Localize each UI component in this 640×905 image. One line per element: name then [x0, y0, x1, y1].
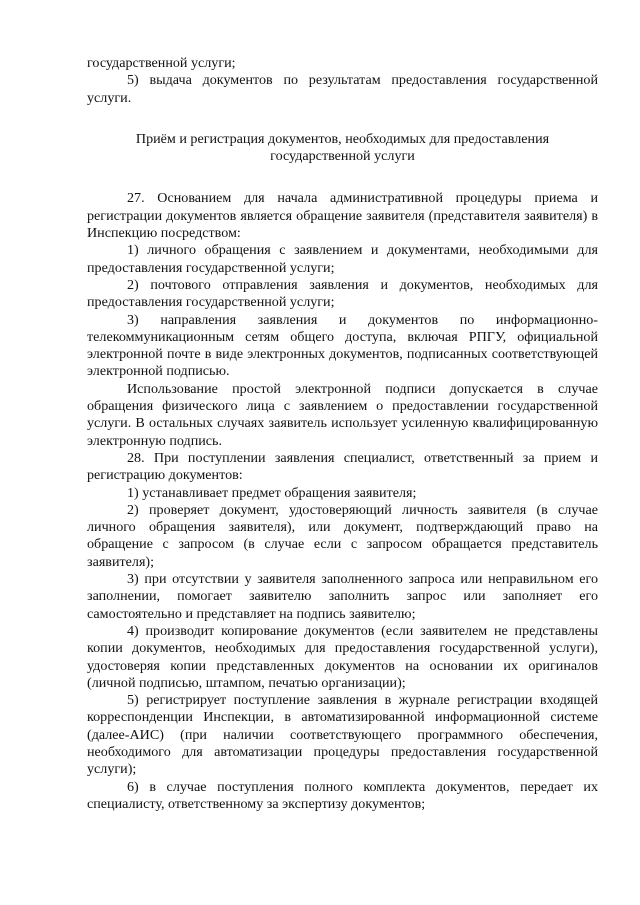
paragraph-28-item-2: 2) проверяет документ, удостоверяющий личность заявителя (в случае личного обращения заявителя), или документ, подтверждающий право на обращение с запросом (в случае если с запросом обращается представитель заявителя);: [87, 501, 598, 570]
continuation-line: государственной услуги;: [87, 55, 236, 71]
paragraph-27: 27. Основанием для начала административной процедуры приема и регистрации документов является обращение заявителя (представителя заявителя) в Инспекцию посредством:: [87, 190, 598, 242]
section-heading: [87, 131, 598, 166]
paragraph-27-item-3: 3) направления заявления и документов по информационно-телекоммуникационным сетям общего доступа, включая РПГУ, официальной электронной почте в виде электронных документов, подписанных соответствующей электронной подписью.: [87, 311, 598, 380]
paragraph-27-item-2: 2) почтового отправления заявления и документов, необходимых для предоставления государственной услуги;: [87, 276, 598, 311]
section-heading-line-2: государственной услуги: [270, 148, 415, 165]
paragraph-28-item-3: 3) при отсутствии у заявителя заполненного запроса или неправильном его заполнении, помогает заявителю заполнить запрос или заполняет его самостоятельно и представляет на подпись заявителю;: [87, 571, 598, 622]
list-item-5: 5) выдача документов по результатам предоставления государственной услуги.: [87, 72, 598, 106]
paragraph-28-item-5: 5) регистрирует поступление заявления в журнале регистрации входящей корреспонденции Инспекции, в автоматизированной информационной системе (далее-АИС) (при наличии соответствующего программного обеспечения, необходимого для автоматизации процедуры предоставления государственной услуги);: [87, 692, 598, 778]
paragraph-28-item-1: 1) устанавливает предмет обращения заявителя;: [127, 484, 417, 501]
paragraph-28: 28. При поступлении заявления специалист, ответственный за прием и регистрацию документов:: [87, 449, 598, 484]
paragraph-27-item-1: 1) личного обращения с заявлением и документами, необходимыми для предоставления государственной услуги;: [87, 242, 598, 276]
paragraph-28-item-4: 4) производит копирование документов (если заявителем не представлены копии документов, необходимых для предоставления государственной услуги), удостоверяя копии представленных документов на основании их оригиналов (личной подписью, штампом, печатью организации);: [87, 622, 598, 691]
section-heading-line-1: Приём и регистрация документов, необходимых для предоставления: [135, 130, 550, 147]
paragraph-28-item-6: 6) в случае поступления полного комплекта документов, передает их специалисту, ответственному за экспертизу документов;: [87, 778, 598, 812]
paragraph-signature-note: Использование простой электронной подписи допускается в случае обращения физического лица с заявлением о предоставлении государственной услуги. В остальных случаях заявитель использует усиленную квалифицированную электронную подпись.: [87, 380, 598, 449]
